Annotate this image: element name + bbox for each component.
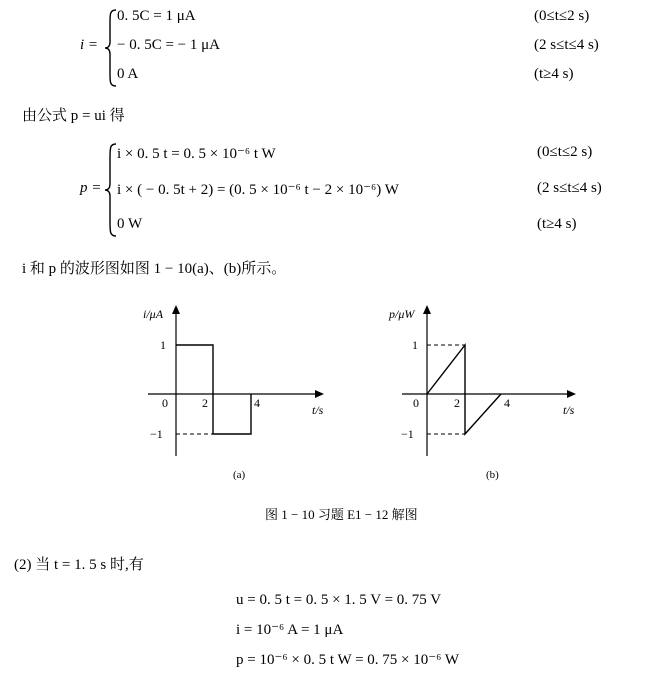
graph-b-ylabel: p/μW [389,307,415,321]
final-eq-p: p = 10⁻⁶ × 0. 5 t W = 0. 75 × 10⁻⁶ W [236,652,460,668]
graph-a-xtick-2: 2 [202,396,208,410]
figure-caption: 图 1 − 10 习题 E1 − 12 解图 [265,507,418,522]
graph-b-x-arrow [567,390,576,398]
p-eq-brace [104,140,118,245]
graph-b-xlabel: t/s [563,403,575,417]
graph-a [143,305,324,481]
graph-b [388,305,576,481]
graph-a-ylabel: i/μA [143,307,164,321]
i-case-3-expr: 0 A [117,66,139,82]
graph-b-xtick-0: 0 [413,396,419,410]
final-eq-u: u = 0. 5 t = 0. 5 × 1. 5 V = 0. 75 V [236,592,442,608]
p-case-2-cond: (2 s≤t≤4 s) [537,180,602,196]
p-eq-lhs: p = [80,180,102,196]
graph-b-xtick-2: 2 [454,396,460,410]
graph-a-waveform [176,345,251,434]
i-case-2-cond: (2 s≤t≤4 s) [534,37,599,53]
graph-a-xtick-4: 4 [254,396,260,410]
i-case-1-cond: (0≤t≤2 s) [534,8,590,24]
p-case-1-expr: i × 0. 5 t = 0. 5 × 10⁻⁶ t W [117,146,276,162]
graph-b-xtick-4: 4 [504,396,510,410]
i-eq-brace [104,6,118,95]
p-case-1-cond: (0≤t≤2 s) [537,144,593,160]
p-case-2-expr: i × ( − 0. 5t + 2) = (0. 5 × 10⁻⁶ t − 2 × 10⁻⁶) W [117,182,399,198]
graph-a-y-arrow [172,305,180,314]
figure-1-10 [0,294,661,494]
i-case-3-cond: (t≥4 s) [534,66,574,82]
p-case-3-cond: (t≥4 s) [537,216,577,232]
graph-b-waveform [427,345,501,434]
graph-b-ytick-neg1: −1 [401,427,414,441]
waveform-text: i 和 p 的波形图如图 1 − 10(a)、(b)所示。 [22,261,287,277]
graph-a-xlabel: t/s [312,403,324,417]
i-eq-lhs: i = [80,37,99,53]
intro-p-formula: 由公式 p = ui 得 [22,108,125,124]
final-eq-i: i = 10⁻⁶ A = 1 μA [236,622,344,638]
graph-b-y-arrow [423,305,431,314]
graph-b-sublabel: (b) [486,469,499,481]
i-case-2-expr: − 0. 5C = − 1 μA [117,37,221,53]
graph-a-ytick-1: 1 [160,338,166,352]
graph-b-ytick-1: 1 [412,338,418,352]
graph-a-sublabel: (a) [233,469,246,481]
i-case-1-expr: 0. 5C = 1 μA [117,8,196,24]
part-2-heading: (2) 当 t = 1. 5 s 时,有 [14,557,144,573]
p-case-3-expr: 0 W [117,216,143,232]
graph-a-x-arrow [315,390,324,398]
graph-a-ytick-neg1: −1 [150,427,163,441]
graph-a-xtick-0: 0 [162,396,168,410]
